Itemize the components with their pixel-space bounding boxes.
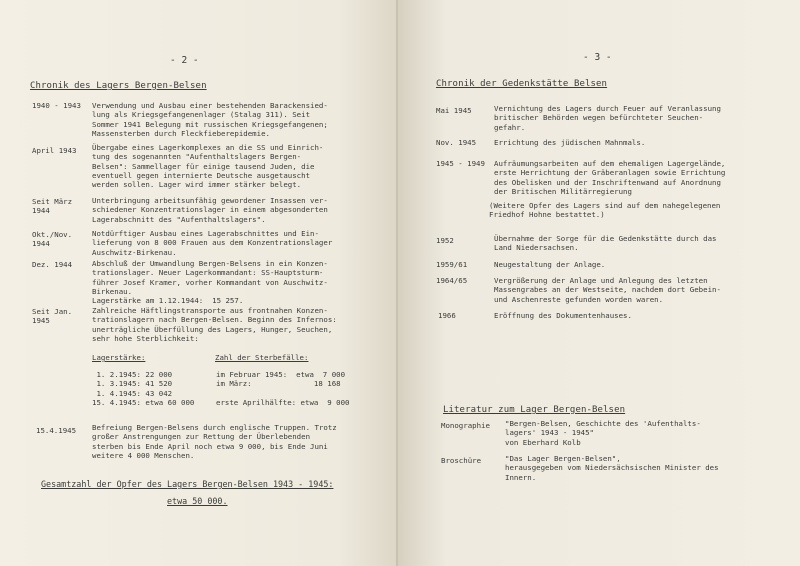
- section-title: Chronik der Gedenkstätte Belsen: [436, 79, 608, 89]
- right-page: [398, 0, 800, 566]
- entry-date: 1966: [438, 311, 456, 320]
- entry-text: Notdürftiger Ausbau eines Lagerabschnittes und Ein- lieferung von 8 000 Frauen aus dem Konzentrationslager Auschwitz-Birkenau.: [92, 229, 333, 257]
- total-victims-value: etwa 50 000.: [167, 496, 228, 506]
- entry-date: 1959/61: [436, 260, 468, 269]
- left-page: [0, 0, 398, 566]
- entry-date: 15.4.1945: [36, 426, 77, 435]
- entry-date: Dez. 1944: [32, 260, 73, 269]
- entry-date: Seit März 1944: [32, 197, 73, 216]
- page-number: - 2 -: [170, 55, 199, 66]
- page-number: - 3 -: [583, 52, 612, 63]
- entry-note: (Weitere Opfer des Lagers sind auf dem nahegelegenen Friedhof Hohne bestattet.): [489, 201, 721, 220]
- literature-type: Broschüre: [441, 456, 482, 465]
- literature-title: Literatur zum Lager Bergen-Belsen: [443, 405, 626, 415]
- stats-deaths-list: im Februar 1945: etwa 7 000 im März: 18 168 erste Aprilhälfte: etwa 9 000: [216, 370, 350, 407]
- entry-text: Vergrößerung der Anlage und Anlegung des letzten Massengrabes an der Westseite, nachdem dort Gebein- und Aschenreste gefunden worden waren.: [494, 276, 721, 304]
- entry-date: Seit Jan. 1945: [32, 307, 73, 326]
- literature-text: "Das Lager Bergen-Belsen", herausgegeben vom Niedersächsischen Minister des Innern.: [505, 454, 719, 482]
- stats-header-deaths: Zahl der Sterbefälle:: [215, 353, 309, 362]
- entry-text: Aufräumungsarbeiten auf dem ehemaligen Lagergelände, erste Herrichtung der Gräberanlagen sowie Errichtung des Obelisken und der Inschriftenwand auf Anordnung der Britischen Militärregierung: [494, 159, 726, 196]
- entry-date: Mai 1945: [436, 106, 472, 115]
- entry-text: Vernichtung des Lagers durch Feuer auf Veranlassung britischer Behörden wegen befürchteter Seuchen- gefahr.: [494, 104, 721, 132]
- entry-date: 1945 - 1949: [436, 159, 485, 168]
- stats-strength-list: 1. 2.1945: 22 000 1. 3.1945: 41 520 1. 4.1945: 43 042 15. 4.1945: etwa 60 000: [92, 370, 195, 407]
- section-title: Chronik des Lagers Bergen-Belsen: [30, 81, 207, 91]
- entry-text: Verwendung und Ausbau einer bestehenden Barackensied- lung als Kriegsgefangenenlager (Stalag 311). Seit Sommer 1941 Belegung mit russischen Kriegsgefangenen; Massensterben durch Fleckfieberepidemie.: [92, 101, 328, 138]
- entry-date: 1952: [436, 236, 454, 245]
- literature-text: "Bergen-Belsen, Geschichte des 'Aufenthalts- lagers' 1943 - 1945" von Eberhard Kolb: [505, 419, 701, 447]
- entry-date: April 1943: [32, 146, 77, 155]
- entry-date: Nov. 1945: [436, 138, 477, 147]
- entry-date: 1940 - 1943: [32, 101, 81, 110]
- entry-text: Errichtung des jüdischen Mahnmals.: [494, 138, 646, 147]
- entry-text: Zahlreiche Häftlingstransporte aus frontnahen Konzen- trationslagern nach Bergen-Belsen. Beginn des Infernos: unerträgliche Überfüllung des Lagers, Hunger, Seuchen, sehr hohe Sterblichkeit:: [92, 306, 337, 343]
- entry-text: Übergabe eines Lagerkomplexes an die SS und Einrich- tung des sogenannten "Aufenthaltslagers Bergen- Belsen": Sammellager für einige tausend Juden, die eventuell gegen internierte Deutsche ausgetauscht werden sollen. Lager wird immer stärker belegt.: [92, 143, 324, 190]
- total-victims-label: Gesamtzahl der Opfer des Lagers Bergen-Belsen 1943 - 1945:: [41, 479, 334, 489]
- stats-header-strength: Lagerstärke:: [92, 353, 146, 362]
- entry-date: 1964/65: [436, 276, 468, 285]
- literature-type: Monographie: [441, 421, 490, 430]
- entry-text: Eröffnung des Dokumentenhauses.: [494, 311, 632, 320]
- entry-text: Übernahme der Sorge für die Gedenkstätte durch das Land Niedersachsen.: [494, 234, 717, 253]
- entry-date: Okt./Nov. 1944: [32, 230, 73, 249]
- entry-text: Neugestaltung der Anlage.: [494, 260, 606, 269]
- entry-text: Abschluß der Umwandlung Bergen-Belsens in ein Konzen- trationslager. Neuer Lagerkommandant: SS-Hauptsturm- führer Josef Kramer, vorher Kommandant von Auschwitz- Birkenau. Lagerstärke am 1.12.1944: 15 257.: [92, 259, 328, 306]
- entry-text: Befreiung Bergen-Belsens durch englische Truppen. Trotz großer Anstrengungen zur Rettung der Überlebenden sterben bis Ende April noch etwa 9 000, bis Ende Juni weitere 4 000 Menschen.: [92, 423, 337, 460]
- entry-text: Unterbringung arbeitsunfähig gewordener Insassen ver- schiedener Konzentrationslager in einem abgesonderten Lagerabschnitt des "Aufenthaltslagers".: [92, 196, 328, 224]
